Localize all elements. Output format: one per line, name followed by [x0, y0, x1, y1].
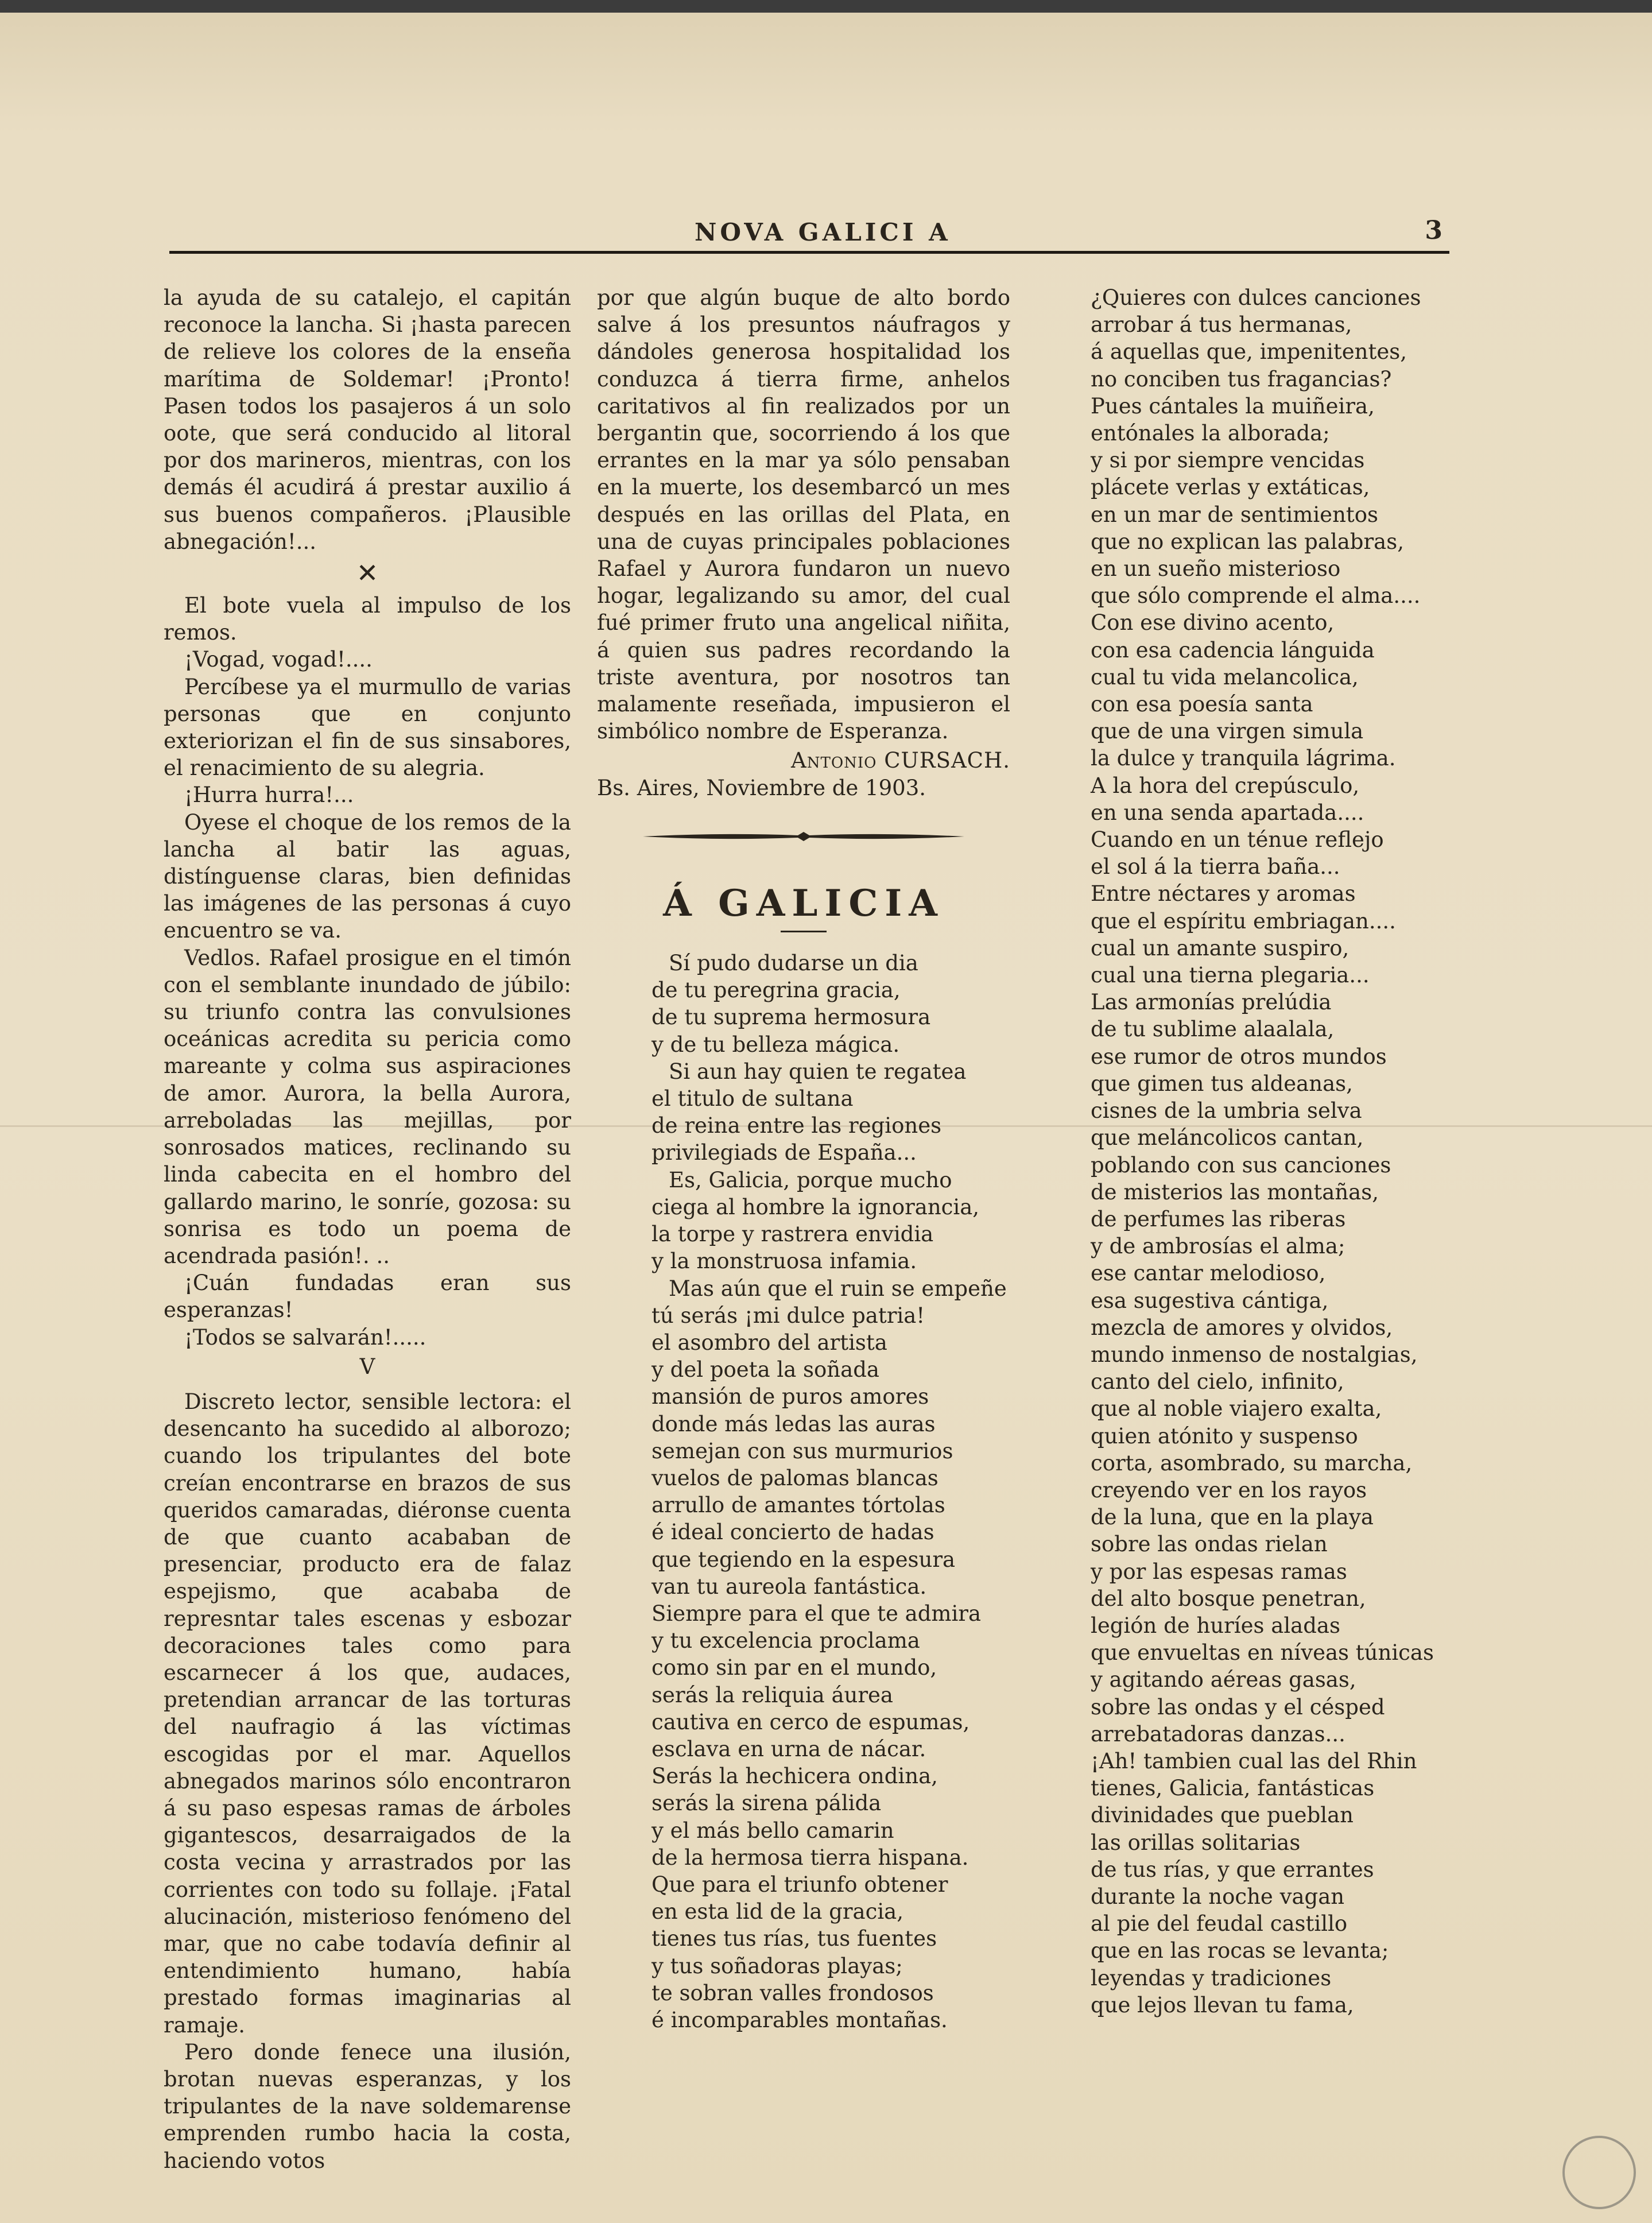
verse-line: sobre las ondas y el césped: [1091, 1694, 1385, 1719]
verse-line: en esta lid de la gracia,: [652, 1899, 903, 1924]
verse-line: y la monstruosa infamia.: [652, 1249, 917, 1274]
verse-line: la torpe y rastrera envidia: [652, 1222, 934, 1247]
paragraph: Percíbese ya el murmullo de varias personas que en conjunto exteriorizan el fin de sus sinsabores, el renacimiento de su alegria.: [164, 674, 571, 781]
paragraph: ¡Todos se salvarán!.....: [184, 1324, 426, 1350]
verse-line: no conciben tus fragancias?: [1091, 366, 1392, 392]
paragraph: Pero donde fenece una ilusión, brotan nuevas esperanzas, y los tripulantes de la nave soldemarense emprenden rumbo hacia la costa, haciendo votos: [164, 2039, 571, 2173]
verse-line: de la hermosa tierra hispana.: [652, 1845, 969, 1870]
author-signature: Antonio CURSACH.: [791, 748, 1010, 773]
verse-line: canto del cielo, infinito,: [1091, 1369, 1344, 1395]
verse-line: Siempre para el que te admira: [652, 1601, 982, 1626]
verse-line: en una senda apartada....: [1091, 800, 1364, 825]
verse-line: que envueltas en níveas túnicas: [1091, 1640, 1434, 1666]
verse-line: y por las espesas ramas: [1091, 1559, 1347, 1584]
verse-line: divinidades que pueblan: [1091, 1803, 1354, 1828]
verse-line: tú serás ¡mi dulce patria!: [652, 1303, 925, 1328]
page-number: 3: [1425, 216, 1442, 245]
verse-line: legión de huríes aladas: [1091, 1613, 1340, 1638]
verse-line: Pues cántales la muiñeira,: [1091, 393, 1375, 419]
verse-line: privilegiads de España...: [652, 1140, 917, 1165]
verse-line: con esa poesía santa: [1091, 692, 1313, 717]
verse-line: que lejos llevan tu fama,: [1091, 1992, 1354, 2017]
verse-line: que gimen tus aldeanas,: [1091, 1071, 1353, 1096]
paragraph: la ayuda de su catalejo, el capitán reconoce la lancha. Si ¡hasta parecen de relieve los colores de la enseña marítima de Soldemar! ¡Pronto! Pasen todos los pasajeros á un solo oote, que será conducido al litoral por dos marineros, mientras, con los demás él acudirá á prestar auxilio á sus buenos compañeros. ¡Plausible abnegación!...: [164, 285, 571, 554]
verse-line: Mas aún que el ruin se empeñe: [669, 1276, 1007, 1301]
verse-line: Es, Galicia, porque mucho: [669, 1167, 952, 1192]
verse-line: é incomparables montañas.: [652, 2007, 948, 2032]
verse-line: que en las rocas se levanta;: [1091, 1938, 1389, 1963]
verse-line: tienes tus rías, tus fuentes: [652, 1926, 937, 1951]
verse-line: en un mar de sentimientos: [1091, 502, 1379, 527]
verse-line: de reina entre las regiones: [652, 1113, 942, 1138]
verse-line: de tu suprema hermosura: [652, 1005, 931, 1030]
title-dash: [781, 931, 827, 932]
verse-line: el titulo de sultana: [652, 1086, 854, 1112]
header-rule: [169, 251, 1449, 254]
verse-line: de tu sublime alaalala,: [1091, 1017, 1335, 1042]
verse-line: y de ambrosías el alma;: [1091, 1234, 1345, 1259]
verse-line: que de una virgen simula: [1091, 719, 1364, 744]
scan-top-edge: [0, 0, 1652, 13]
paragraph: Discreto lector, sensible lectora: el desencanto ha sucedido al alborozo; cuando los tripulantes del bote creían encontrarse en brazos de sus queridos camaradas, diéronse cuenta de que cuanto acababan de presenciar, producto era de falaz espejismo, que acababa de represntar tales escenas y esbozar decoraciones tales como para escarnecer á los que, audaces, pretendian arrancar de las torturas del naufragio á las víctimas escogidas por el mar. Aquellos abnegados marinos sólo encontraron á su paso espesas ramas de árboles gigantescos, desarraigados de la costa vecina y arrastrados por las corrientes con todo su follaje. ¡Fatal alucinación, misterioso fenómeno del mar, que no cabe todavía definir al entendimiento humano, había prestado formas imaginarias al ramaje.: [164, 1389, 571, 2038]
verse-line: que al noble viajero exalta,: [1091, 1396, 1382, 1422]
verse-line: cual una tierna plegaria...: [1091, 963, 1370, 988]
verse-line: Si aun hay quien te regatea: [669, 1059, 967, 1084]
verse-line: A la hora del crepúsculo,: [1091, 773, 1360, 798]
verse-line: la dulce y tranquila lágrima.: [1091, 746, 1396, 771]
verse-line: plácete verlas y extáticas,: [1091, 475, 1370, 500]
verse-line: esclava en urna de nácar.: [652, 1736, 926, 1761]
verse-line: Serás la hechicera ondina,: [652, 1764, 938, 1789]
verse-line: ciega al hombre la ignorancia,: [652, 1194, 980, 1219]
verse-line: te sobran valles frondosos: [652, 1980, 934, 2005]
column-2: [597, 284, 1010, 2034]
verse-line: con esa cadencia lánguida: [1091, 637, 1375, 663]
verse-line: poblando con sus canciones: [1091, 1152, 1391, 1178]
verse-line: mundo inmenso de nostalgias,: [1091, 1342, 1418, 1367]
verse-line: mezcla de amores y olvidos,: [1091, 1315, 1393, 1340]
paragraph: Oyese el choque de los remos de la lancha al batir las aguas, distínguense claras, bien definidas las imágenes de las personas á cuyo encuentro se va.: [164, 810, 571, 943]
verse-line: cisnes de la umbria selva: [1091, 1098, 1362, 1124]
verse-line: y tus soñadoras playas;: [652, 1953, 903, 1978]
verse-line: ¿Quieres con dulces canciones: [1091, 285, 1421, 310]
verse-line: de tus rías, y que errantes: [1091, 1857, 1374, 1882]
verse-line: que tegiendo en la espesura: [652, 1547, 956, 1572]
verse-line: mansión de puros amores: [652, 1384, 929, 1409]
verse-line: quien atónito y suspenso: [1091, 1423, 1358, 1449]
page-header: [169, 218, 1449, 247]
paragraph: Vedlos. Rafael prosigue en el timón con el semblante inundado de júbilo: su triunfo contra las convulsiones oceánicas acredita su pericia como mareante y colma sus aspiraciones de amor. Aurora, la bella Aurora, arreboladas las mejillas, por sonrosados matices, reclinando su linda cabecita en el hombro del gallardo marino, le sonríe, gozosa: su sonrisa es todo un poema de acendrada pasión!. ..: [164, 945, 571, 1268]
verse-line: y del poeta la soñada: [652, 1357, 879, 1382]
verse-line: ¡Ah! tambien cual las del Rhin: [1091, 1748, 1417, 1773]
verse-line: y el más bello camarin: [652, 1818, 894, 1843]
verse-line: Cuando en un ténue reflejo: [1091, 827, 1384, 853]
verse-line: corta, asombrado, su marcha,: [1091, 1450, 1413, 1475]
section-cross-icon: ✕: [356, 557, 379, 589]
verse-line: ese rumor de otros mundos: [1091, 1044, 1387, 1069]
verse-line: sobre las ondas rielan: [1091, 1532, 1328, 1557]
verse-line: arrullo de amantes tórtolas: [652, 1493, 945, 1518]
poem-title: Á GALICIA: [663, 882, 944, 925]
verse-line: cautiva en cerco de espumas,: [652, 1709, 970, 1734]
verse-line: las orillas solitarias: [1091, 1830, 1301, 1855]
verse-line: Las armonías prelúdia: [1091, 990, 1332, 1015]
verse-line: é ideal concierto de hadas: [652, 1520, 934, 1545]
verse-line: del alto bosque penetran,: [1091, 1586, 1366, 1611]
verse-line: esa sugestiva cántiga,: [1091, 1288, 1329, 1313]
verse-line: que meláncolicos cantan,: [1091, 1125, 1364, 1151]
verse-line: cual tu vida melancolica,: [1091, 664, 1359, 690]
poem-verses: [597, 950, 1010, 2034]
verse-line: que el espíritu embriagan....: [1091, 908, 1396, 934]
verse-line: Entre néctares y aromas: [1091, 881, 1356, 907]
verse-line: serás la sirena pálida: [652, 1791, 882, 1816]
verse-line: cual un amante suspiro,: [1091, 935, 1349, 961]
verse-line: como sin par en el mundo,: [652, 1655, 937, 1680]
verse-line: semejan con sus murmurios: [652, 1438, 953, 1463]
verse-line: arrebatadoras danzas...: [1091, 1721, 1345, 1746]
verse-line: arrobar á tus hermanas,: [1091, 312, 1352, 338]
verse-line: que sólo comprende el alma....: [1091, 583, 1421, 609]
section-number: V: [359, 1354, 375, 1379]
paragraph: por que algún buque de alto bordo salve á los presuntos náufragos y dándoles generosa hospitalidad los conduzca á tierra firme, anhelos caritativos al fin realizados por un bergantin que, socorriendo á los que errantes en la mar ya sólo pensaban en la muerte, los desembarcó un mes después en las orillas del Plata, en una de cuyas principales poblaciones Rafael y Aurora fundaron un nuevo hogar, legalizando su amor, del cual fué primer fruto una angelical niñita, á quien sus padres recordando la triste aventura, por nosotros tan malamente reseñada, impusieron el simbólico nombre de Esperanza.: [597, 285, 1010, 744]
verse-line: y de tu belleza mágica.: [652, 1032, 900, 1057]
ornament-divider-icon: [643, 830, 964, 843]
verse-line: Con ese divino acento,: [1091, 610, 1335, 636]
verse-line: de misterios las montañas,: [1091, 1179, 1379, 1205]
paragraph: ¡Vogad, vogad!....: [184, 647, 373, 672]
verse-line: donde más ledas las auras: [652, 1411, 936, 1436]
verse-line: al pie del feudal castillo: [1091, 1911, 1348, 1937]
place-date: Bs. Aires, Noviembre de 1903.: [597, 775, 926, 800]
verse-line: leyendas y tradiciones: [1091, 1965, 1332, 1990]
verse-line: vuelos de palomas blancas: [652, 1465, 939, 1490]
newspaper-title: NOVA GALICI A: [695, 218, 951, 246]
verse-line: y tu excelencia proclama: [652, 1628, 920, 1653]
verse-line: serás la reliquia áurea: [652, 1682, 893, 1707]
verse-line: tienes, Galicia, fantásticas: [1091, 1776, 1375, 1801]
paragraph: ¡Hurra hurra!...: [184, 783, 354, 808]
verse-line: de tu peregrina gracia,: [652, 978, 901, 1003]
paragraph: El bote vuela al impulso de los remos.: [164, 593, 571, 645]
verse-line: durante la noche vagan: [1091, 1884, 1345, 1909]
verse-line: entónales la alborada;: [1091, 421, 1330, 446]
library-seal-icon: [1562, 2136, 1636, 2209]
verse-line: Que para el triunfo obtener: [652, 1872, 948, 1897]
verse-line: y agitando aéreas gasas,: [1091, 1667, 1356, 1693]
column-3: [1091, 284, 1452, 2019]
verse-line: de perfumes las riberas: [1091, 1206, 1346, 1231]
verse-line: y si por siempre vencidas: [1091, 448, 1365, 473]
paragraph: ¡Cuán fundadas eran sus esperanzas!: [164, 1271, 571, 1323]
verse-line: en un sueño misterioso: [1091, 556, 1341, 582]
verse-line: de la luna, que en la playa: [1091, 1505, 1374, 1530]
verse-line: ese cantar melodioso,: [1091, 1261, 1326, 1286]
verse-line: el sol á la tierra baña...: [1091, 854, 1340, 880]
verse-line: á aquellas que, impenitentes,: [1091, 339, 1407, 365]
verse-line: que no explican las palabras,: [1091, 529, 1404, 554]
verse-line: van tu aureola fantástica.: [652, 1574, 927, 1599]
verse-line: creyendo ver en los rayos: [1091, 1477, 1367, 1502]
column-1: [164, 284, 571, 2174]
verse-line: el asombro del artista: [652, 1330, 887, 1355]
verse-line: Sí pudo dudarse un dia: [669, 951, 918, 976]
